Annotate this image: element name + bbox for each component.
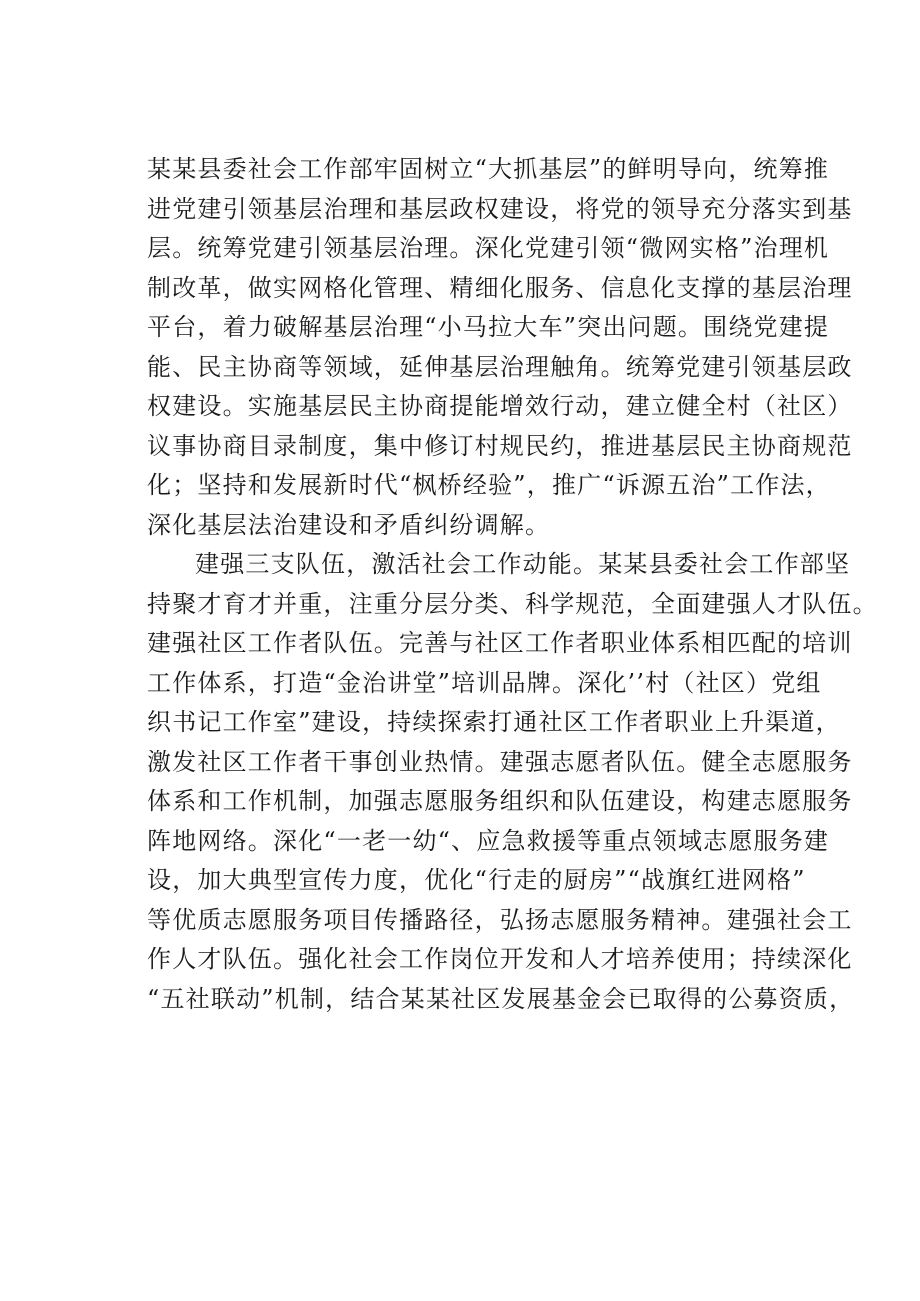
text-line: 作人才队伍。强化社会工作岗位开发和人才培养使用；持续深化 [147,945,853,973]
text-line: 制改革，做实网格化管理、精细化服务、信息化支撑的基层治理 [147,273,853,302]
text-line: 化；坚持和发展新时代“枫桥经验”，推广“诉源五治”工作法， [147,471,831,499]
text-line: 激发社区工作者干事创业热情。建强志愿者队伍。健全志愿服务 [147,747,853,776]
text-line: 等优质志愿服务项目传播路径，弘扬志愿服务精神。建强社会工 [147,905,853,934]
text-line: 能、民主协商等领域，延伸基层治理触角。统筹党建引领基层政 [147,352,853,381]
text-line: 体系和工作机制，加强志愿服务组织和队伍建设，构建志愿服务 [147,787,853,815]
text-line: 层。统筹党建引领基层治理。深化党建引领“微网实格”治理机 [147,234,830,262]
text-line: 建强社区工作者队伍。完善与社区工作者职业体系相匹配的培训 [147,629,853,657]
paragraph-2 [147,545,878,1019]
paragraph-1 [147,150,853,545]
text-line: 阵地网络。深化“一老一幼“、应急救援等重点领域志愿服务建 [147,826,830,855]
text-line: 织书记工作室”建设，持续探索打通社区工作者职业上升渠道， [147,708,841,736]
text-line: 权建设。实施基层民主协商提能增效行动，建立健全村（社区） [147,392,853,420]
text-line: 工作体系，打造“金治讲堂”培训品牌。深化’’村（社区）党组 [147,668,822,697]
text-line: 进党建引领基层治理和基层政权建设，将党的领导充分落实到基 [147,194,853,223]
text-line: 设，加大典型宣传力度，优化“行走的厨房”“战旗红进网格” [147,866,806,894]
text-line: 议事协商目录制度，集中修订村规民约，推进基层民主协商规范 [147,431,853,460]
text-line: 某某县委社会工作部牢固树立“大抓基层”的鲜明导向，统筹推 [147,155,830,183]
body-text [147,150,878,1019]
text-line: “五社联动”机制，结合某某社区发展基金会已取得的公募资质， [147,984,855,1013]
text-line: 持聚才育才并重，注重分层分类、科学规范，全面建强人才队伍。 [147,589,878,618]
text-line: 平台，着力破解基层治理“小马拉大车”突出问题。围绕党建提 [147,313,830,341]
text-line: 建强三支队伍，激活社会工作动能。某某县委社会工作部坚 [195,550,851,578]
text-line: 深化基层法治建设和矛盾纠纷调解。 [147,510,551,539]
